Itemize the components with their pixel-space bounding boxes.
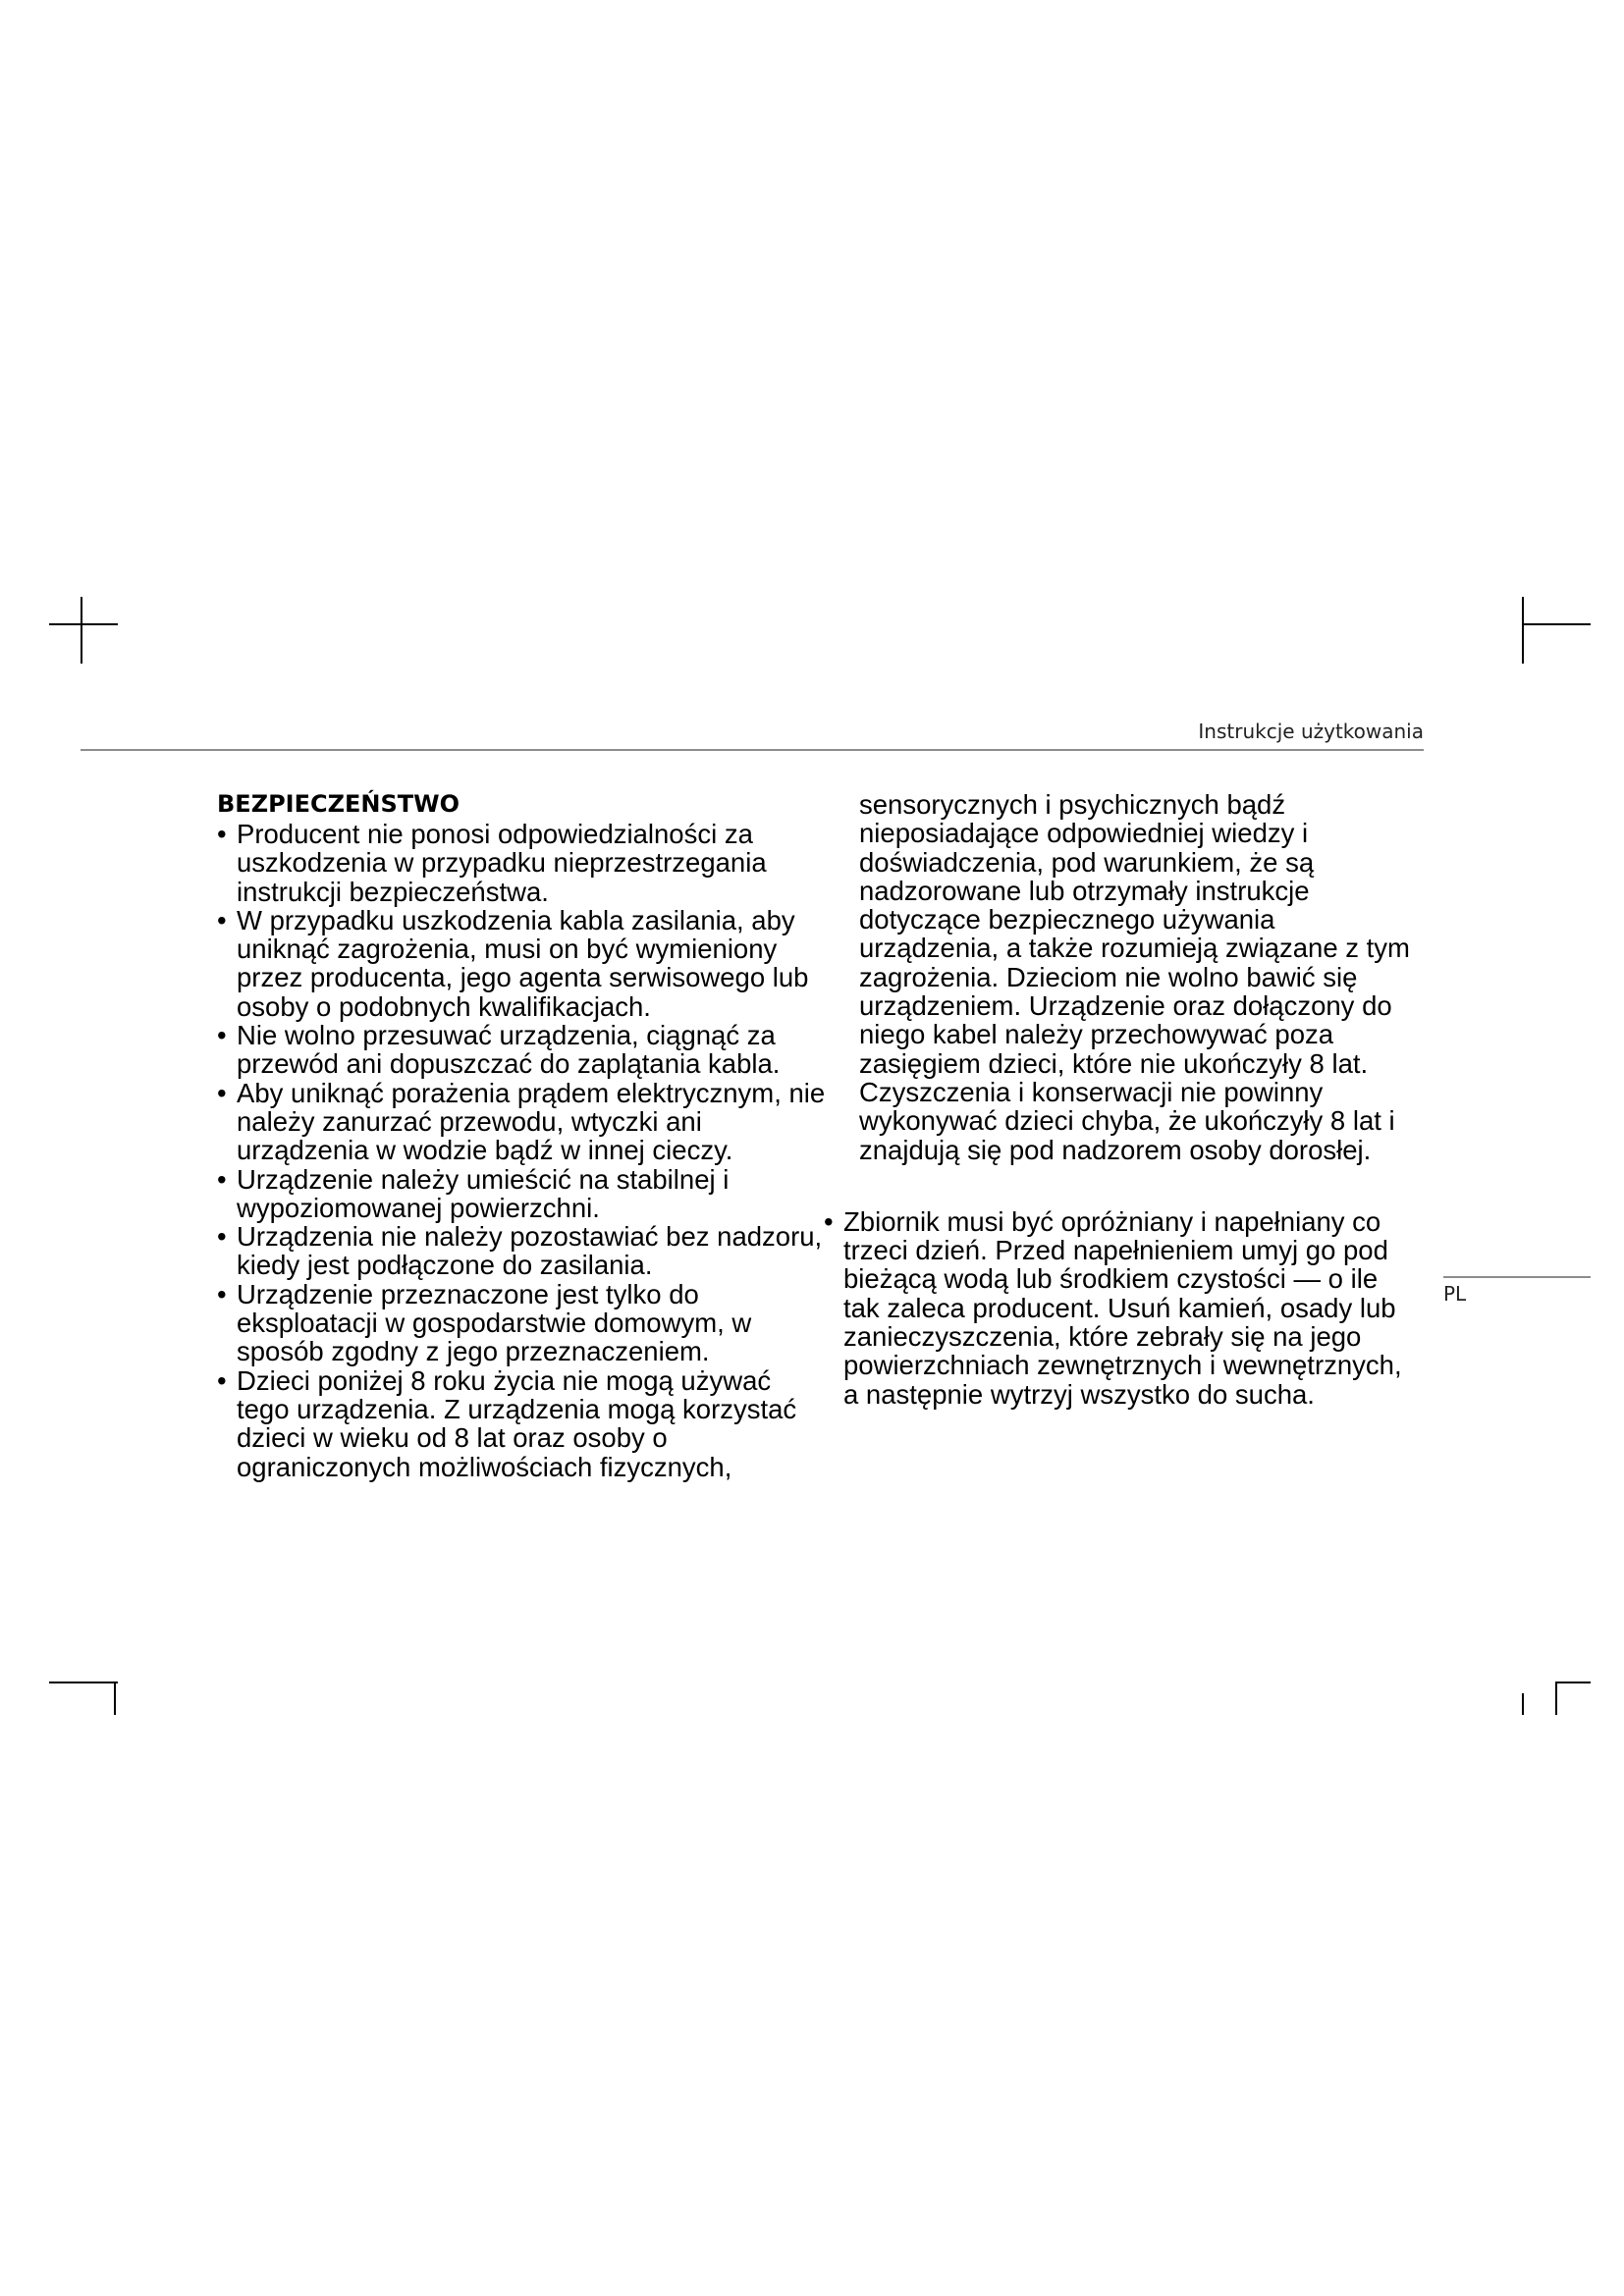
left-column — [217, 790, 826, 1481]
running-title: Instrukcje użytkowania — [1198, 720, 1424, 743]
safety-item: • Urządzenie należy umieścić na stabilnej i wypoziomowanej powierzchni. — [217, 1165, 826, 1223]
safety-item: • Urządzenie przeznaczone jest tylko do eksploatacji w gospodarstwie domowym, w sposób zgodny z jego przeznaczeniem. — [217, 1280, 826, 1366]
safety-item: • Producent nie ponosi odpowiedzialności za uszkodzenia w przypadku nieprzestrzegania instrukcji bezpieczeństwa. — [217, 820, 826, 906]
language-tab: PL — [1443, 1282, 1467, 1306]
header-divider — [81, 749, 1424, 751]
maintenance-item: • Zbiornik musi być opróżniany i napełniany co trzeci dzień. Przed napełnieniem umyj go pod bieżącą wodą lub środkiem czystości — o ile tak zaleca producent. Usuń kamień, osady lub zanieczyszczenia, które zebrały się na jego powierzchniach zewnętrznych i wewnętrznych, a następnie wytrzyj wszystko do sucha. — [824, 1207, 1419, 1409]
safety-item: • Aby uniknąć porażenia prądem elektrycznym, nie należy zanurzać przewodu, wtyczki ani urządzenia w wodzie bądź w innej cieczy. — [217, 1079, 826, 1165]
safety-item: • W przypadku uszkodzenia kabla zasilania, aby uniknąć zagrożenia, musi on być wymieniony przez producenta, jego agenta serwisowego lub osoby o podobnych kwalifikacjach. — [217, 906, 826, 1021]
safety-item: • Urządzenia nie należy pozostawiać bez nadzoru, kiedy jest podłączone do zasilania. — [217, 1222, 826, 1280]
right-column — [839, 790, 1419, 1409]
language-tab-rule — [1443, 1276, 1591, 1278]
safety-item: • Nie wolno przesuwać urządzenia, ciągnąć za przewód ani dopuszczać do zaplątania kabla. — [217, 1021, 826, 1079]
maintenance-list — [824, 1207, 1419, 1409]
safety-item-continuation: sensorycznych i psychicznych bądź nieposiadające odpowiedniej wiedzy i doświadczenia, pod warunkiem, że są nadzorowane lub otrzymały instrukcje dotyczące bezpiecznego używania urządzenia, a także rozumieją związane z tym zagrożenia. Dzieciom nie wolno bawić się urządzeniem. Urządzenie oraz dołączony do niego kabel należy przechowywać poza zasięgiem dzieci, które nie ukończyły 8 lat. Czyszczenia i konserwacji nie powinny wykonywać dzieci chyba, że ukończyły 8 lat i znajdują się pod nadzorem osoby dorosłej. — [859, 789, 1410, 1165]
safety-item: • Dzieci poniżej 8 roku życia nie mogą używać tego urządzenia. Z urządzenia mogą korzystać dzieci w wieku od 8 lat oraz osoby o ograniczonych możliwościach fizycznych, — [217, 1366, 826, 1481]
section-title: BEZPIECZEŃSTWO — [217, 790, 460, 818]
safety-list — [217, 820, 826, 1481]
